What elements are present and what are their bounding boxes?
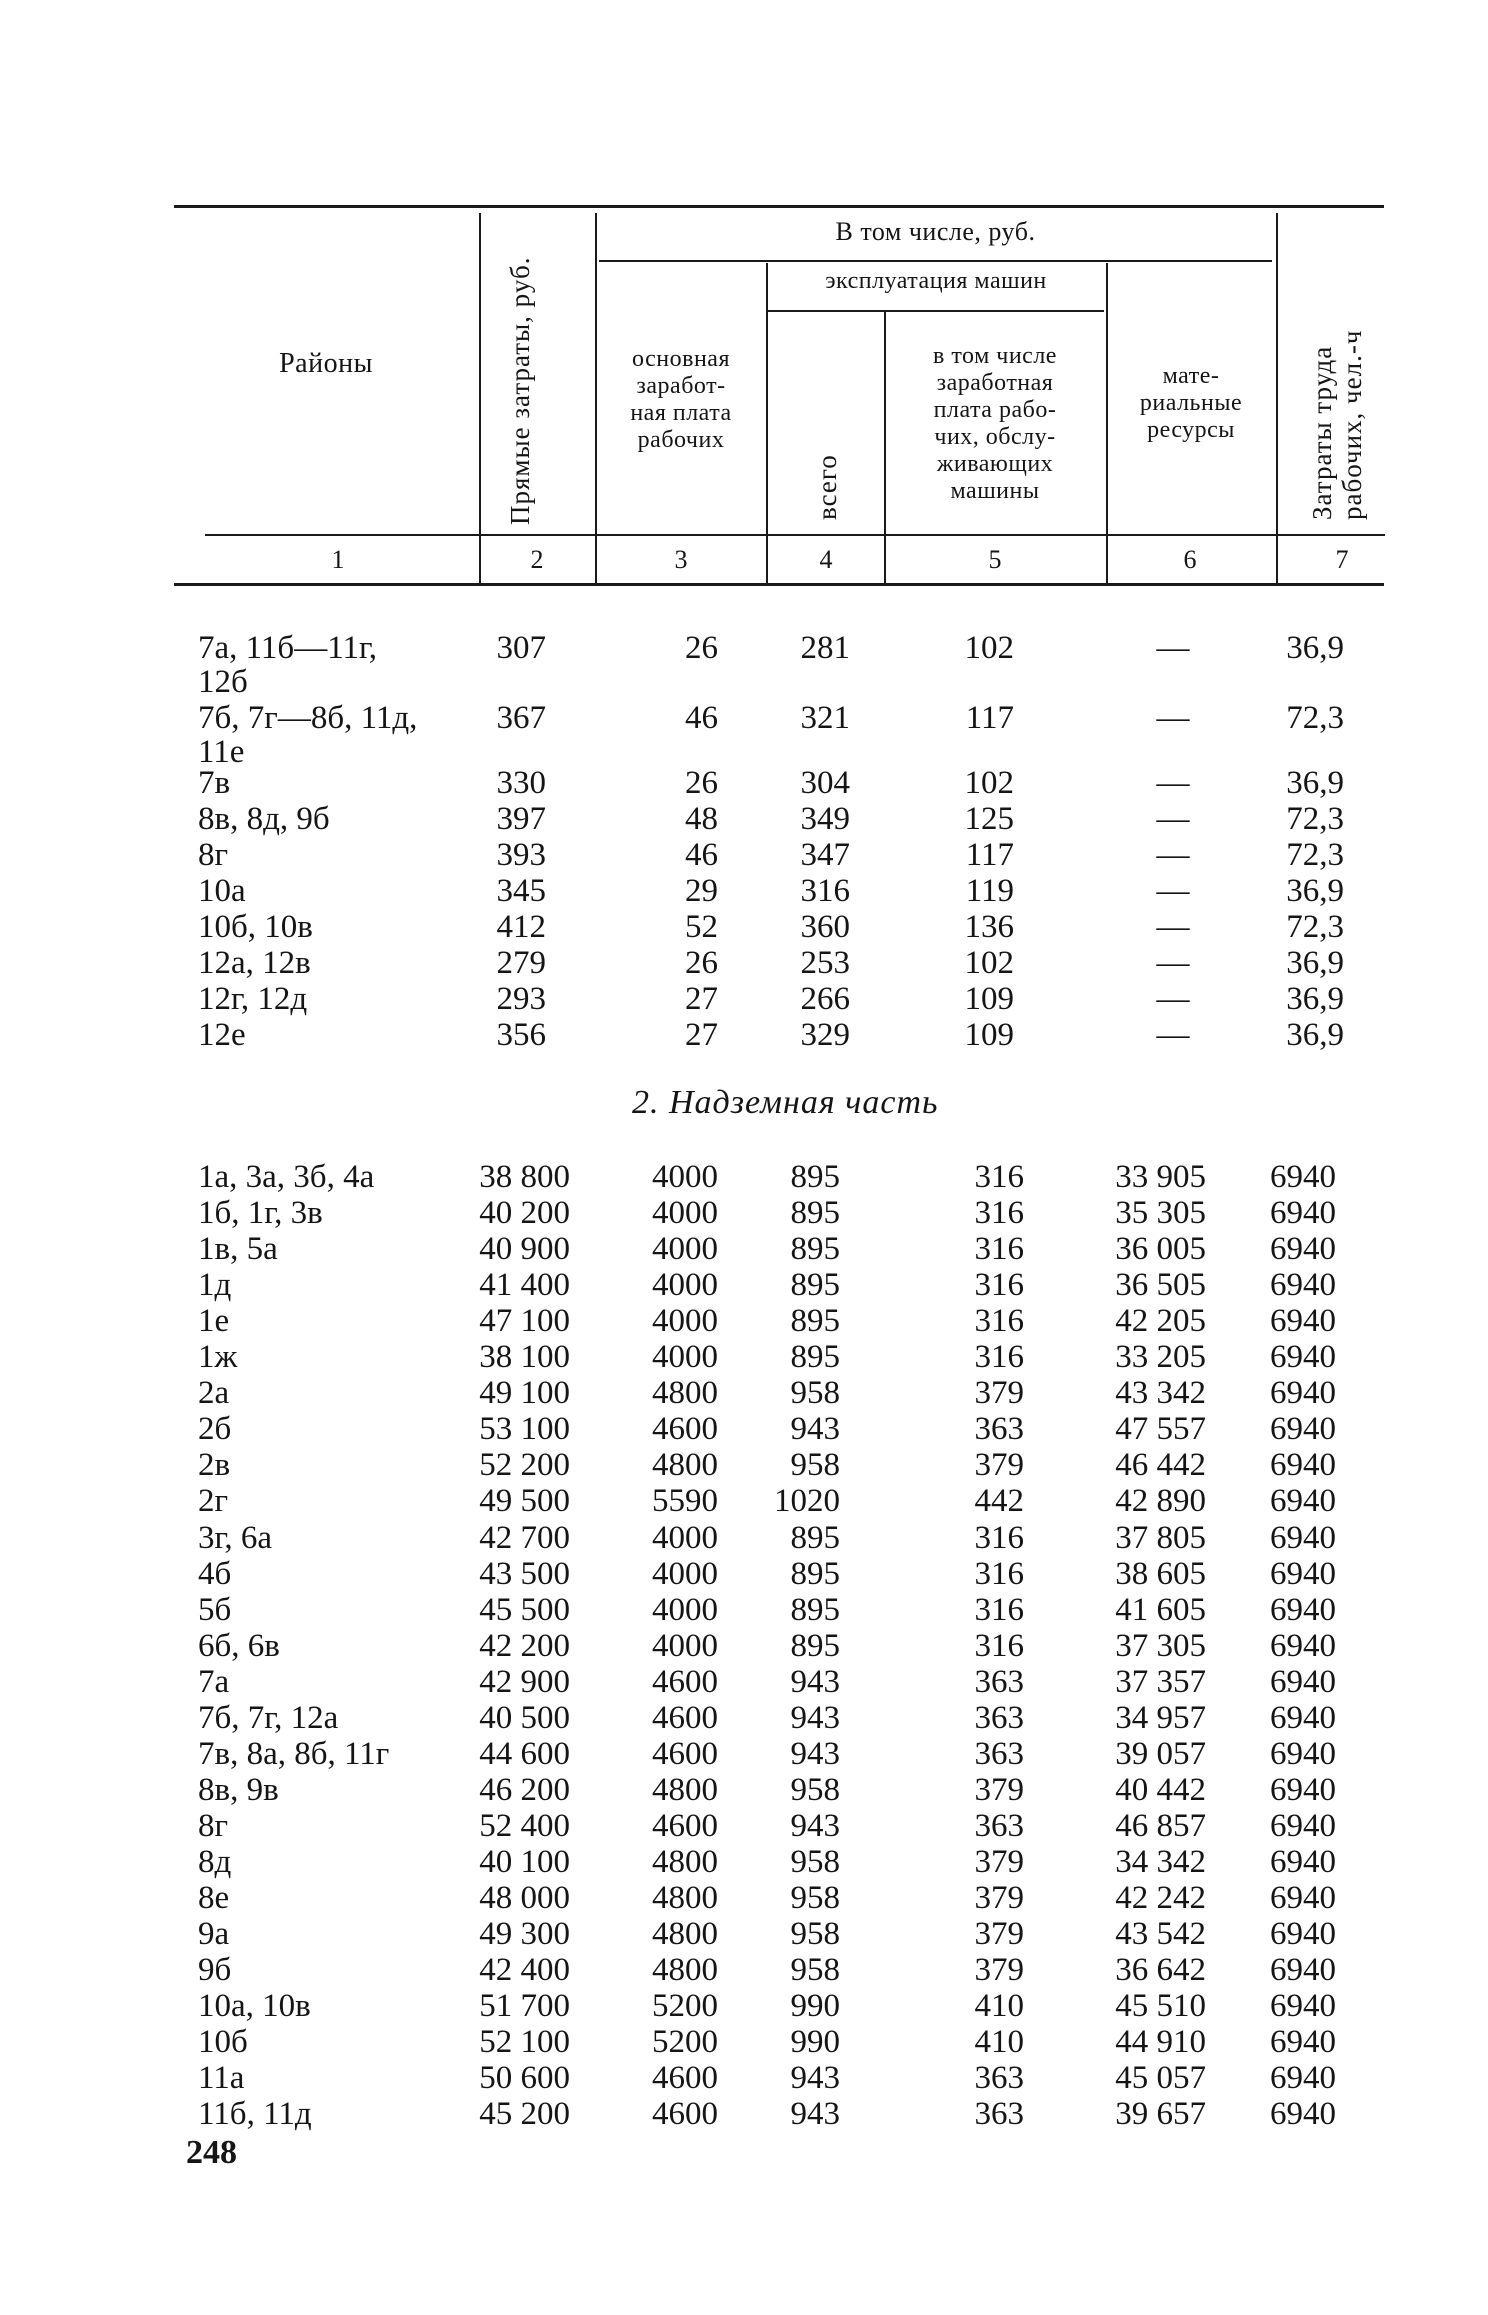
cell-machines-total: 958 xyxy=(790,1375,840,1411)
row-region: 1в, 5а xyxy=(198,1231,278,1267)
cell-machines-total: 943 xyxy=(790,2060,840,2096)
row-region: 7в, 8а, 8б, 11г xyxy=(198,1736,390,1772)
cell-materials: — xyxy=(1156,700,1190,736)
cell-materials: 46 857 xyxy=(1115,1808,1206,1844)
incl-group-header: В том числе, руб. xyxy=(835,217,1036,246)
row-region: 7а xyxy=(198,1664,230,1700)
cell-materials: — xyxy=(1156,909,1190,945)
cell-machine-wages: 442 xyxy=(974,1483,1024,1519)
cell-machines-total: 943 xyxy=(790,1700,840,1736)
cell-machines-total: 895 xyxy=(790,1520,840,1556)
cell-direct-costs: 42 900 xyxy=(479,1664,570,1700)
cell-materials: 46 442 xyxy=(1115,1447,1206,1483)
cell-machine-wages: 316 xyxy=(974,1628,1024,1664)
cell-materials: — xyxy=(1156,981,1190,1017)
cell-machine-wages: 363 xyxy=(974,1700,1024,1736)
cell-machines-total: 895 xyxy=(790,1339,840,1375)
cell-materials: 36 005 xyxy=(1115,1231,1206,1267)
cell-direct-costs: 279 xyxy=(496,945,546,981)
cell-direct-costs: 42 700 xyxy=(479,1520,570,1556)
cell-materials: 42 205 xyxy=(1115,1303,1206,1339)
cell-wages: 5200 xyxy=(652,2024,718,2060)
row-region: 9а xyxy=(198,1916,230,1952)
cell-materials: — xyxy=(1156,1017,1190,1053)
cell-wages: 4000 xyxy=(652,1159,718,1195)
cell-direct-costs: 50 600 xyxy=(479,2060,570,2096)
cell-labor: 36,9 xyxy=(1286,981,1344,1017)
row-region: 2г xyxy=(198,1483,229,1519)
cell-direct-costs: 412 xyxy=(496,909,546,945)
cell-materials: 39 657 xyxy=(1115,2096,1206,2132)
cell-machines-total: 281 xyxy=(800,630,850,666)
group-rule xyxy=(599,260,1272,262)
cell-materials: 45 510 xyxy=(1115,1988,1206,2024)
colnum-7: 7 xyxy=(1335,545,1349,574)
cell-direct-costs: 45 200 xyxy=(479,2096,570,2132)
cell-wages: 5200 xyxy=(652,1988,718,2024)
cell-labor: 6940 xyxy=(1270,1844,1336,1880)
cell-labor: 36,9 xyxy=(1286,945,1344,981)
cell-direct-costs: 40 100 xyxy=(479,1844,570,1880)
cell-machine-wages: 410 xyxy=(974,1988,1024,2024)
cell-machine-wages: 379 xyxy=(974,1375,1024,1411)
row-region: 8г xyxy=(198,1808,229,1844)
cell-wages: 29 xyxy=(685,873,718,909)
cell-machine-wages: 379 xyxy=(974,1844,1024,1880)
cell-materials: 37 357 xyxy=(1115,1664,1206,1700)
cell-wages: 4600 xyxy=(652,1736,718,1772)
cell-wages: 4000 xyxy=(652,1339,718,1375)
cell-machine-wages: 316 xyxy=(974,1592,1024,1628)
cell-direct-costs: 307 xyxy=(496,630,546,666)
cell-direct-costs: 52 400 xyxy=(479,1808,570,1844)
cell-direct-costs: 48 000 xyxy=(479,1880,570,1916)
cell-machine-wages: 363 xyxy=(974,1411,1024,1447)
row-region: 11б, 11д xyxy=(198,2096,312,2132)
cell-labor: 6940 xyxy=(1270,1483,1336,1519)
page-number: 248 xyxy=(186,2134,237,2171)
cell-wages: 26 xyxy=(685,630,718,666)
cell-labor: 36,9 xyxy=(1286,765,1344,801)
cell-labor: 6940 xyxy=(1270,1375,1336,1411)
cell-materials: — xyxy=(1156,765,1190,801)
cell-direct-costs: 293 xyxy=(496,981,546,1017)
cell-labor: 6940 xyxy=(1270,1664,1336,1700)
cell-direct-costs: 45 500 xyxy=(479,1592,570,1628)
colnum-2: 2 xyxy=(530,545,544,574)
col-sep-2 xyxy=(595,213,597,583)
cell-machine-wages: 410 xyxy=(974,2024,1024,2060)
cell-wages: 46 xyxy=(685,837,718,873)
cell-materials: 43 542 xyxy=(1115,1916,1206,1952)
cell-wages: 4600 xyxy=(652,2060,718,2096)
row-region: 12е xyxy=(198,1017,246,1053)
cell-direct-costs: 356 xyxy=(496,1017,546,1053)
cell-materials: 34 957 xyxy=(1115,1700,1206,1736)
cell-machine-wages: 379 xyxy=(974,1447,1024,1483)
cell-direct-costs: 330 xyxy=(496,765,546,801)
cell-labor: 6940 xyxy=(1270,2024,1336,2060)
row-region: 10а xyxy=(198,873,246,909)
cell-direct-costs: 397 xyxy=(496,801,546,837)
cell-machines-total: 943 xyxy=(790,1664,840,1700)
row-region: 12а, 12в xyxy=(198,945,311,981)
cell-machines-total: 895 xyxy=(790,1231,840,1267)
cell-wages: 4600 xyxy=(652,1664,718,1700)
cell-labor: 6940 xyxy=(1270,1700,1336,1736)
cell-direct-costs: 345 xyxy=(496,873,546,909)
cell-labor: 6940 xyxy=(1270,1447,1336,1483)
cell-wages: 4600 xyxy=(652,1700,718,1736)
cell-machines-total: 895 xyxy=(790,1267,840,1303)
row-region: 6б, 6в xyxy=(198,1628,280,1664)
cell-direct-costs: 38 800 xyxy=(479,1159,570,1195)
cell-machines-total: 895 xyxy=(790,1592,840,1628)
row-region: 7а, 11б—11г, xyxy=(198,630,378,666)
cell-wages: 4800 xyxy=(652,1916,718,1952)
cell-materials: 44 910 xyxy=(1115,2024,1206,2060)
cell-wages: 4000 xyxy=(652,1303,718,1339)
cell-machine-wages: 316 xyxy=(974,1267,1024,1303)
cell-labor: 6940 xyxy=(1270,1736,1336,1772)
cell-labor: 6940 xyxy=(1270,1916,1336,1952)
cell-materials: 37 805 xyxy=(1115,1520,1206,1556)
cell-wages: 48 xyxy=(685,801,718,837)
cell-labor: 6940 xyxy=(1270,1303,1336,1339)
cell-machines-total: 347 xyxy=(800,837,850,873)
cell-machines-total: 360 xyxy=(800,909,850,945)
cell-machines-total: 316 xyxy=(800,873,850,909)
cell-machine-wages: 316 xyxy=(974,1303,1024,1339)
cell-materials: — xyxy=(1156,837,1190,873)
row-region: 8д xyxy=(198,1844,232,1880)
col-sep-4 xyxy=(884,312,886,583)
cell-materials: 37 305 xyxy=(1115,1628,1206,1664)
cell-labor: 6940 xyxy=(1270,1592,1336,1628)
cell-machine-wages: 117 xyxy=(965,837,1014,873)
row-region: 1ж xyxy=(198,1339,238,1375)
cell-machine-wages: 109 xyxy=(964,1017,1014,1053)
colnum-top-rule xyxy=(205,534,1385,536)
cell-machine-wages: 363 xyxy=(974,1664,1024,1700)
colnum-bottom-rule xyxy=(174,583,1384,586)
row-region-cont: 11е xyxy=(198,734,245,770)
row-region: 2в xyxy=(198,1447,231,1483)
cell-wages: 4000 xyxy=(652,1267,718,1303)
cell-machines-total: 943 xyxy=(790,1808,840,1844)
cell-machines-total: 253 xyxy=(800,945,850,981)
cell-machine-wages: 136 xyxy=(964,909,1014,945)
cell-direct-costs: 40 900 xyxy=(479,1231,570,1267)
cell-labor: 6940 xyxy=(1270,1520,1336,1556)
cell-machines-total: 958 xyxy=(790,1880,840,1916)
cell-wages: 4000 xyxy=(652,1195,718,1231)
colnum-3: 3 xyxy=(674,545,688,574)
cell-labor: 6940 xyxy=(1270,1952,1336,1988)
cell-machine-wages: 117 xyxy=(965,700,1014,736)
cell-direct-costs: 41 400 xyxy=(479,1267,570,1303)
cell-materials: 40 442 xyxy=(1115,1772,1206,1808)
cell-labor: 72,3 xyxy=(1286,700,1344,736)
cell-machine-wages: 316 xyxy=(974,1159,1024,1195)
cell-machine-wages: 379 xyxy=(974,1916,1024,1952)
row-region: 11а xyxy=(198,2060,245,2096)
cell-machine-wages: 316 xyxy=(974,1520,1024,1556)
cell-machines-total: 321 xyxy=(800,700,850,736)
cell-direct-costs: 393 xyxy=(496,837,546,873)
cell-labor: 36,9 xyxy=(1286,630,1344,666)
cell-direct-costs: 52 200 xyxy=(479,1447,570,1483)
cell-machines-total: 1020 xyxy=(774,1483,840,1519)
cell-direct-costs: 42 400 xyxy=(479,1952,570,1988)
cell-wages: 5590 xyxy=(652,1483,718,1519)
cell-labor: 36,9 xyxy=(1286,873,1344,909)
row-region: 8в, 9в xyxy=(198,1772,279,1808)
machines-header: эксплуатация машин xyxy=(825,268,1047,294)
row-region: 4б xyxy=(198,1556,232,1592)
cell-machine-wages: 102 xyxy=(964,765,1014,801)
cell-materials: 45 057 xyxy=(1115,2060,1206,2096)
row-region: 8г xyxy=(198,837,229,873)
row-region: 1д xyxy=(198,1267,232,1303)
cell-wages: 52 xyxy=(685,909,718,945)
cell-direct-costs: 43 500 xyxy=(479,1556,570,1592)
colnum-6: 6 xyxy=(1183,545,1197,574)
cell-direct-costs: 40 500 xyxy=(479,1700,570,1736)
cell-machines-total: 266 xyxy=(800,981,850,1017)
cell-direct-costs: 53 100 xyxy=(479,1411,570,1447)
machine-wages-header: в том числе заработная плата рабо- чих, обслу- живающих машины xyxy=(933,343,1057,504)
cell-labor: 6940 xyxy=(1270,1628,1336,1664)
regions-header: Районы xyxy=(279,348,373,379)
row-region: 1б, 1г, 3в xyxy=(198,1195,323,1231)
cell-direct-costs: 52 100 xyxy=(479,2024,570,2060)
cell-machines-total: 895 xyxy=(790,1195,840,1231)
cell-machines-total: 329 xyxy=(800,1017,850,1053)
cell-labor: 72,3 xyxy=(1286,837,1344,873)
cell-wages: 4800 xyxy=(652,1844,718,1880)
row-region: 10а, 10в xyxy=(198,1988,311,2024)
cell-materials: 34 342 xyxy=(1115,1844,1206,1880)
colnum-4: 4 xyxy=(819,545,833,574)
row-region: 8е xyxy=(198,1880,230,1916)
cell-labor: 72,3 xyxy=(1286,909,1344,945)
section-2-title: 2. Надземная часть xyxy=(632,1084,939,1121)
cell-wages: 4000 xyxy=(652,1231,718,1267)
cell-machine-wages: 363 xyxy=(974,2096,1024,2132)
cell-wages: 4600 xyxy=(652,2096,718,2132)
wages-header: основная заработ- ная плата рабочих xyxy=(630,346,732,453)
cell-labor: 6940 xyxy=(1270,1556,1336,1592)
cell-materials: 47 557 xyxy=(1115,1411,1206,1447)
cell-wages: 4600 xyxy=(652,1808,718,1844)
cell-direct-costs: 49 100 xyxy=(479,1375,570,1411)
cell-machine-wages: 379 xyxy=(974,1880,1024,1916)
cell-machine-wages: 316 xyxy=(974,1556,1024,1592)
row-region: 7б, 7г, 12а xyxy=(198,1700,339,1736)
cell-machine-wages: 102 xyxy=(964,945,1014,981)
cell-machines-total: 958 xyxy=(790,1447,840,1483)
cell-wages: 4000 xyxy=(652,1628,718,1664)
cell-machines-total: 349 xyxy=(800,801,850,837)
cell-machine-wages: 379 xyxy=(974,1772,1024,1808)
cell-machine-wages: 109 xyxy=(964,981,1014,1017)
cell-machine-wages: 102 xyxy=(964,630,1014,666)
colnum-1: 1 xyxy=(331,545,345,574)
cell-wages: 26 xyxy=(685,765,718,801)
direct-costs-header: Прямые затраты, руб. xyxy=(505,256,535,525)
cell-labor: 36,9 xyxy=(1286,1017,1344,1053)
cell-wages: 26 xyxy=(685,945,718,981)
cell-direct-costs: 51 700 xyxy=(479,1988,570,2024)
cell-machines-total: 895 xyxy=(790,1303,840,1339)
cell-materials: — xyxy=(1156,801,1190,837)
cell-direct-costs: 47 100 xyxy=(479,1303,570,1339)
cell-wages: 4800 xyxy=(652,1772,718,1808)
row-region: 1а, 3а, 3б, 4а xyxy=(198,1159,375,1195)
cell-wages: 4600 xyxy=(652,1411,718,1447)
cell-machines-total: 895 xyxy=(790,1556,840,1592)
cell-materials: — xyxy=(1156,630,1190,666)
cell-materials: — xyxy=(1156,945,1190,981)
cell-direct-costs: 46 200 xyxy=(479,1772,570,1808)
cell-machine-wages: 363 xyxy=(974,2060,1024,2096)
cell-direct-costs: 49 500 xyxy=(479,1483,570,1519)
cell-machine-wages: 119 xyxy=(965,873,1014,909)
cell-machine-wages: 363 xyxy=(974,1808,1024,1844)
cell-labor: 6940 xyxy=(1270,2060,1336,2096)
cell-wages: 4000 xyxy=(652,1520,718,1556)
total-header: всего xyxy=(812,454,842,520)
cell-materials: 36 642 xyxy=(1115,1952,1206,1988)
cell-machines-total: 958 xyxy=(790,1916,840,1952)
header-top-rule xyxy=(174,205,1384,208)
row-region: 3г, 6а xyxy=(198,1520,272,1556)
cell-machines-total: 958 xyxy=(790,1952,840,1988)
cell-machines-total: 895 xyxy=(790,1159,840,1195)
cell-direct-costs: 44 600 xyxy=(479,1736,570,1772)
cell-materials: 36 505 xyxy=(1115,1267,1206,1303)
cell-materials: 39 057 xyxy=(1115,1736,1206,1772)
cell-materials: 35 305 xyxy=(1115,1195,1206,1231)
row-region: 2б xyxy=(198,1411,232,1447)
cell-labor: 6940 xyxy=(1270,1772,1336,1808)
cell-materials: 33 905 xyxy=(1115,1159,1206,1195)
cell-machine-wages: 363 xyxy=(974,1736,1024,1772)
cell-labor: 6940 xyxy=(1270,1159,1336,1195)
cell-machines-total: 943 xyxy=(790,1411,840,1447)
cell-labor: 6940 xyxy=(1270,1411,1336,1447)
cell-labor: 6940 xyxy=(1270,1267,1336,1303)
cell-labor: 6940 xyxy=(1270,1880,1336,1916)
cell-materials: 38 605 xyxy=(1115,1556,1206,1592)
col-sep-6 xyxy=(1276,213,1278,583)
cell-labor: 6940 xyxy=(1270,2096,1336,2132)
row-region: 9б xyxy=(198,1952,232,1988)
cell-machines-total: 943 xyxy=(790,2096,840,2132)
cell-labor: 6940 xyxy=(1270,1195,1336,1231)
cell-wages: 4800 xyxy=(652,1375,718,1411)
row-region: 5б xyxy=(198,1592,232,1628)
cell-direct-costs: 42 200 xyxy=(479,1628,570,1664)
cell-machines-total: 990 xyxy=(790,2024,840,2060)
materials-header: мате- риальные ресурсы xyxy=(1139,363,1243,443)
cell-materials: 41 605 xyxy=(1115,1592,1206,1628)
row-region: 2а xyxy=(198,1375,230,1411)
cell-wages: 46 xyxy=(685,700,718,736)
cell-wages: 4000 xyxy=(652,1556,718,1592)
row-region: 10б xyxy=(198,2024,248,2060)
cell-machines-total: 943 xyxy=(790,1736,840,1772)
row-region: 8в, 8д, 9б xyxy=(198,801,330,837)
cell-materials: 42 242 xyxy=(1115,1880,1206,1916)
cell-labor: 72,3 xyxy=(1286,801,1344,837)
cell-machines-total: 304 xyxy=(800,765,850,801)
cell-machines-total: 958 xyxy=(790,1844,840,1880)
cell-direct-costs: 367 xyxy=(496,700,546,736)
row-region: 7в xyxy=(198,765,231,801)
col-sep-1 xyxy=(479,213,481,583)
cell-labor: 6940 xyxy=(1270,1988,1336,2024)
cell-materials: 33 205 xyxy=(1115,1339,1206,1375)
cell-direct-costs: 40 200 xyxy=(479,1195,570,1231)
cell-machine-wages: 125 xyxy=(964,801,1014,837)
cell-direct-costs: 49 300 xyxy=(479,1916,570,1952)
labor-header: Затраты труда xyxy=(1307,345,1337,520)
machines-rule xyxy=(768,310,1104,312)
row-region: 7б, 7г—8б, 11д, xyxy=(198,700,418,736)
cell-machine-wages: 316 xyxy=(974,1339,1024,1375)
cell-machines-total: 958 xyxy=(790,1772,840,1808)
cell-materials: — xyxy=(1156,873,1190,909)
cell-wages: 27 xyxy=(685,1017,718,1053)
cell-machines-total: 990 xyxy=(790,1988,840,2024)
row-region: 10б, 10в xyxy=(198,909,313,945)
cell-machine-wages: 316 xyxy=(974,1231,1024,1267)
cell-wages: 4800 xyxy=(652,1880,718,1916)
cell-labor: 6940 xyxy=(1270,1231,1336,1267)
labor-header-2: рабочих, чел.-ч xyxy=(1337,329,1367,520)
row-region-cont: 12б xyxy=(198,664,248,700)
cell-labor: 6940 xyxy=(1270,1339,1336,1375)
cell-wages: 27 xyxy=(685,981,718,1017)
row-region: 12г, 12д xyxy=(198,981,308,1017)
cell-machine-wages: 316 xyxy=(974,1195,1024,1231)
cell-materials: 42 890 xyxy=(1115,1483,1206,1519)
cell-machine-wages: 379 xyxy=(974,1952,1024,1988)
cell-wages: 4800 xyxy=(652,1952,718,1988)
colnum-5: 5 xyxy=(988,545,1002,574)
cell-wages: 4800 xyxy=(652,1447,718,1483)
cell-wages: 4000 xyxy=(652,1592,718,1628)
cell-labor: 6940 xyxy=(1270,1808,1336,1844)
cell-direct-costs: 38 100 xyxy=(479,1339,570,1375)
cell-materials: 43 342 xyxy=(1115,1375,1206,1411)
row-region: 1е xyxy=(198,1303,230,1339)
cell-machines-total: 895 xyxy=(790,1628,840,1664)
